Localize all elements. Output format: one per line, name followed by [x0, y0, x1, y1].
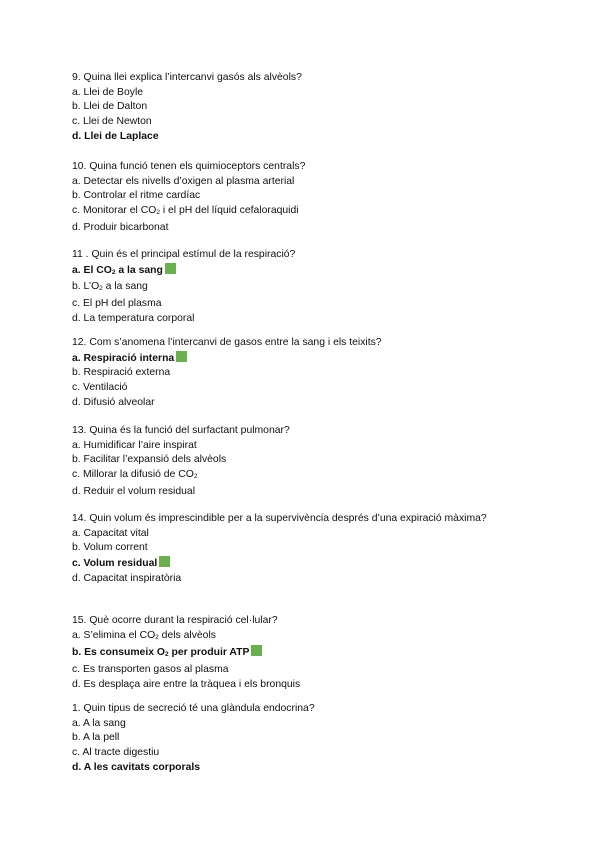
question-11: [72, 248, 542, 327]
option-a: a. Capacitat vital: [72, 527, 149, 539]
option-b: b. Controlar el ritme cardíac: [72, 190, 201, 202]
option-c: c. El pH del plasma: [72, 298, 162, 310]
question-9: [72, 71, 542, 145]
subscript: 2: [156, 209, 160, 217]
option-d: d. Difusió alveolar: [72, 396, 155, 408]
question-15: [72, 614, 542, 693]
option-c: [72, 204, 542, 221]
subscript: 2: [164, 651, 169, 659]
option-d: d. Produir bicarbonat: [72, 221, 169, 233]
option-c-text: c. Millorar la difusió de CO: [72, 469, 194, 481]
question-12: [72, 336, 542, 411]
question-10: [72, 160, 542, 236]
question-text: 9. Quina llei explica l’intercanvi gasós als alvèols?: [72, 72, 302, 83]
correct-marker-icon: [159, 556, 170, 567]
option-a: a. A la sang: [72, 717, 126, 729]
option-a: a. Detectar els nivells d’oxigen al plasma arterial: [72, 175, 295, 187]
option-a: a. Llei de Boyle: [72, 86, 144, 98]
option-a-text: a. El CO: [72, 264, 112, 276]
option-a-text-end: dels alvèols: [158, 629, 216, 641]
option-b-text: b. L’O: [72, 281, 100, 293]
question-1: [72, 702, 542, 776]
option-c-answer: [72, 556, 542, 572]
subscript: 2: [155, 633, 159, 641]
option-c: c. Llei de Newton: [72, 116, 152, 128]
question-text: 15. Què ocorre durant la respiració cel·lular?: [72, 615, 278, 626]
option-d: d. Reduir el volum residual: [72, 485, 196, 497]
option-c-text: c. Monitorar el CO: [72, 205, 157, 217]
option-b-answer: [72, 645, 542, 663]
option-a-text: a. S’elimina el CO: [72, 629, 156, 641]
option-c-text-end: i el pH del líquid cefaloraquidi: [159, 205, 299, 217]
correct-marker-icon: [251, 645, 262, 656]
correct-marker-icon: [165, 263, 176, 274]
question-text: 1. Quin tipus de secreció té una glàndula endocrina?: [72, 703, 315, 714]
option-b: b. Llei de Dalton: [72, 101, 148, 113]
option-d-answer: d. Llei de Laplace: [72, 130, 159, 142]
option-a-answer: [72, 351, 542, 367]
subscript: 2: [193, 473, 198, 481]
subscript: 2: [99, 285, 103, 293]
question-14: [72, 512, 542, 587]
option-d: d. Capacitat inspiratòria: [72, 572, 182, 584]
question-text: 10. Quina funció tenen els quimioceptors centrals?: [72, 161, 306, 172]
subscript: 2: [111, 268, 116, 276]
option-b: b. Facilitar l’expansió dels alvèols: [72, 454, 227, 466]
question-text: 13. Quina és la funció del surfactant pulmonar?: [72, 425, 290, 436]
option-b: b. Volum corrent: [72, 542, 148, 554]
option-c: c. Ventilació: [72, 382, 128, 394]
question-text: 14. Quin volum és imprescindible per a la supervivència després d’una expiració màxima?: [72, 513, 487, 524]
option-b: b. A la pell: [72, 732, 120, 744]
option-a: a. Humidificar l’aire inspirat: [72, 439, 197, 451]
option-c: c. Es transporten gasos al plasma: [72, 664, 229, 676]
option-a-text: a. Respiració interna: [72, 352, 175, 364]
option-d: d. Es desplaça aire entre la tràquea i els bronquis: [72, 678, 301, 690]
option-a-text-end: a la sang: [115, 264, 163, 276]
option-c: c. Al tracte digestiu: [72, 747, 160, 759]
question-text: 12. Com s’anomena l’intercanvi de gasos entre la sang i els teixits?: [72, 337, 382, 348]
option-b: b. Respiració externa: [72, 367, 171, 379]
option-b-text-end: per produir ATP: [168, 647, 250, 659]
option-d-answer: d. A les cavitats corporals: [72, 761, 201, 773]
option-c: [72, 468, 542, 485]
option-b-text-end: a la sang: [102, 281, 148, 293]
option-d: d. La temperatura corporal: [72, 312, 195, 324]
option-c-text: c. Volum residual: [72, 558, 158, 570]
option-a: [72, 629, 542, 646]
correct-marker-icon: [176, 351, 187, 362]
question-13: [72, 424, 542, 500]
option-b: [72, 280, 542, 297]
question-text: 11 . Quin és el principal estímul de la respiració?: [72, 249, 296, 260]
option-b-text: b. Es consumeix O: [72, 647, 165, 659]
option-a-answer: [72, 263, 542, 281]
